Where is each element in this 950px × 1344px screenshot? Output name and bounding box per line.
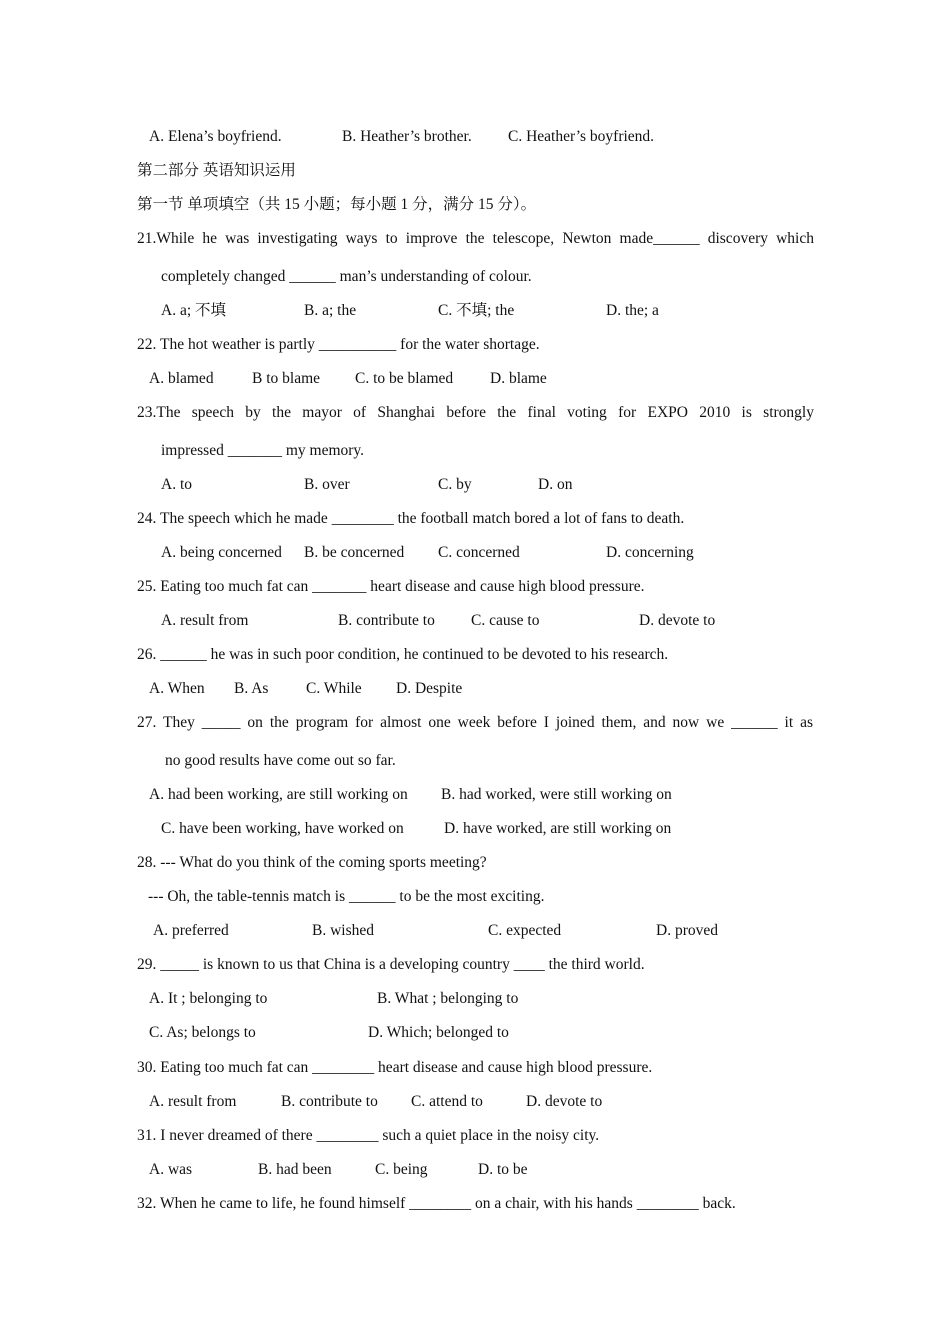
q29-option-a: A. It ; belonging to <box>149 990 268 1007</box>
part2-title: 第二部分 英语知识运用 <box>137 162 296 179</box>
q24-stem: 24. The speech which he made ________ the football match bored a lot of fans to death. <box>137 510 685 527</box>
q23-option-c: C. by <box>438 476 472 493</box>
q27-option-d: D. have worked, are still working on <box>444 820 672 837</box>
q22-stem: 22. The hot weather is partly __________ for the water shortage. <box>137 336 540 353</box>
q23-stem-line2: impressed _______ my memory. <box>161 442 365 459</box>
q20-option-a: A. Elena’s boyfriend. <box>149 128 282 145</box>
q25-option-d: D. devote to <box>639 612 716 629</box>
q29-option-b: B. What ; belonging to <box>377 990 519 1007</box>
q27-option-a: A. had been working, are still working on <box>149 786 408 803</box>
q24-option-c: C. concerned <box>438 544 520 561</box>
q21-stem-line1: 21.While he was investigating ways to improve the telescope, Newton made______ discovery which <box>137 230 814 247</box>
q30-option-d: D. devote to <box>526 1093 603 1110</box>
q20-option-c: C. Heather’s boyfriend. <box>508 128 655 145</box>
q24-option-d: D. concerning <box>606 544 694 561</box>
q22-option-d: D. blame <box>490 370 547 387</box>
q27-option-b: B. had worked, were still working on <box>441 786 672 803</box>
q28-stem-line1: 28. --- What do you think of the coming sports meeting? <box>137 854 487 871</box>
q31-option-c: C. being <box>375 1161 428 1178</box>
q26-option-d: D. Despite <box>396 680 463 697</box>
q28-option-b: B. wished <box>312 922 374 939</box>
q21-stem-line2: completely changed ______ man’s understanding of colour. <box>161 268 532 285</box>
q30-option-a: A. result from <box>149 1093 237 1110</box>
q31-option-d: D. to be <box>478 1161 528 1178</box>
q26-option-a: A. When <box>149 680 205 697</box>
q32-stem: 32. When he came to life, he found himself ________ on a chair, with his hands ________ back. <box>137 1195 736 1212</box>
q21-option-c: C. 不填; the <box>438 302 515 319</box>
section1-title: 第一节 单项填空（共 15 小题；每小题 1 分，满分 15 分）。 <box>137 196 537 213</box>
q21-option-a: A. a; 不填 <box>161 302 227 319</box>
q20-option-b: B. Heather’s brother. <box>342 128 472 145</box>
q24-option-a: A. being concerned <box>161 544 282 561</box>
q29-stem: 29. _____ is known to us that China is a developing country ____ the third world. <box>137 956 645 973</box>
q26-option-c: C. While <box>306 680 362 697</box>
q28-option-c: C. expected <box>488 922 562 939</box>
q30-stem: 30. Eating too much fat can ________ heart disease and cause high blood pressure. <box>137 1059 653 1076</box>
q22-option-c: C. to be blamed <box>355 370 454 387</box>
q22-option-b: B to blame <box>252 370 321 387</box>
q26-option-b: B. As <box>234 680 269 697</box>
q31-option-b: B. had been <box>258 1161 332 1178</box>
q26-stem: 26. ______ he was in such poor condition, he continued to be devoted to his research. <box>137 646 669 663</box>
q25-option-a: A. result from <box>161 612 249 629</box>
q25-option-b: B. contribute to <box>338 612 435 629</box>
q21-option-d: D. the; a <box>606 302 659 319</box>
q21-option-b: B. a; the <box>304 302 357 319</box>
q23-option-a: A. to <box>161 476 192 493</box>
q27-stem-line1: 27. They _____ on the program for almost one week before I joined them, and now we ______ it as <box>137 714 813 731</box>
q27-option-c: C. have been working, have worked on <box>161 820 404 837</box>
q25-option-c: C. cause to <box>471 612 540 629</box>
q28-option-a: A. preferred <box>153 922 229 939</box>
q25-stem: 25. Eating too much fat can _______ heart disease and cause high blood pressure. <box>137 578 645 595</box>
q29-option-c: C. As; belongs to <box>149 1024 256 1041</box>
q28-stem-line2: --- Oh, the table-tennis match is ______ to be the most exciting. <box>148 888 545 905</box>
q30-option-c: C. attend to <box>411 1093 483 1110</box>
q30-option-b: B. contribute to <box>281 1093 378 1110</box>
q23-stem-line1: 23.The speech by the mayor of Shanghai before the final voting for EXPO 2010 is strongly <box>137 404 814 421</box>
q29-option-d: D. Which; belonged to <box>368 1024 509 1041</box>
q31-stem: 31. I never dreamed of there ________ such a quiet place in the noisy city. <box>137 1127 600 1144</box>
q28-option-d: D. proved <box>656 922 718 939</box>
q23-option-b: B. over <box>304 476 350 493</box>
q23-option-d: D. on <box>538 476 573 493</box>
q22-option-a: A. blamed <box>149 370 214 387</box>
q24-option-b: B. be concerned <box>304 544 405 561</box>
q31-option-a: A. was <box>149 1161 193 1178</box>
q27-stem-line2: no good results have come out so far. <box>165 752 396 769</box>
